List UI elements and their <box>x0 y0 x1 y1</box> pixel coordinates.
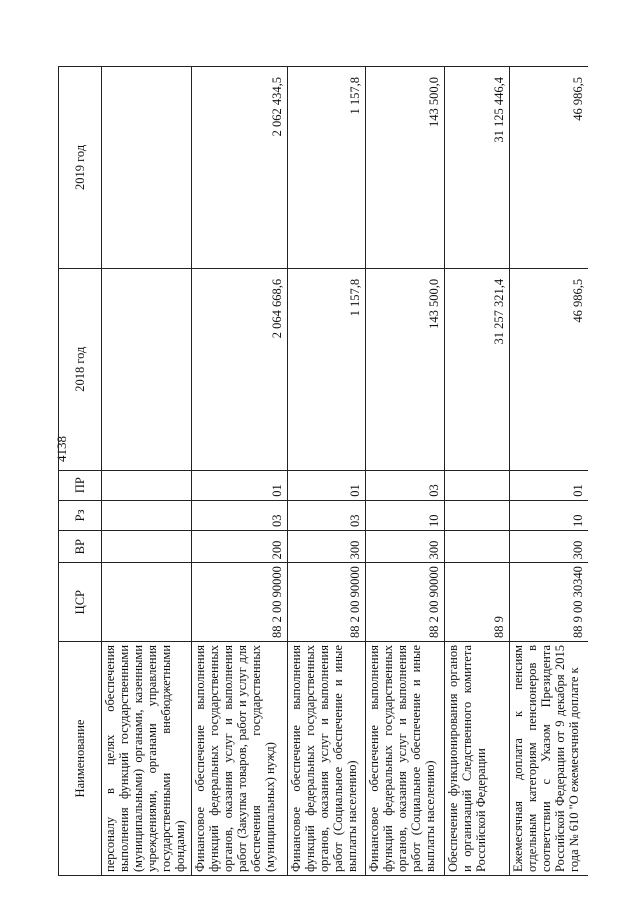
row-vr <box>445 531 509 563</box>
row-csr: 88 9 <box>445 563 509 642</box>
row-pr: 01 <box>509 470 588 500</box>
table-row <box>445 67 509 876</box>
row-2018 <box>102 268 192 470</box>
row-csr <box>102 563 192 642</box>
table-row <box>366 67 445 876</box>
row-2019: 31 125 446,4 <box>445 67 509 269</box>
row-rz: 10 <box>366 500 445 530</box>
row-csr: 88 2 00 90000 <box>192 563 287 642</box>
page-number: 4138 <box>54 436 69 462</box>
table-row <box>102 67 192 876</box>
row-2019: 143 500,0 <box>366 67 445 269</box>
row-pr: 01 <box>192 470 287 500</box>
header-name: Наименование <box>59 641 102 875</box>
row-vr: 300 <box>366 531 445 563</box>
table-row <box>287 67 366 876</box>
row-vr: 200 <box>192 531 287 563</box>
row-vr: 300 <box>287 531 366 563</box>
row-name: Обеспечение функционирования органов и организаций Следственного комитета Российской Федерации <box>445 641 509 875</box>
row-2019 <box>102 67 192 269</box>
header-vr: ВР <box>59 531 102 563</box>
row-csr: 88 2 00 90000 <box>287 563 366 642</box>
row-name: персоналу в целях обеспечения выполнения функций государственными (муниципальными) органами, казенными учреждениями, органами управления государственными внебюджетными фондами) <box>102 641 192 875</box>
row-pr <box>102 470 192 500</box>
header-rz: Рз <box>59 500 102 530</box>
header-2019: 2019 год <box>59 67 102 269</box>
header-pr: ПР <box>59 470 102 500</box>
row-name: Финансовое обеспечение выполнения функций федеральных государственных органов, оказания услуг и выполнения работ (Социальное обеспечение и иные выплаты населению) <box>287 641 366 875</box>
row-name: Финансовое обеспечение выполнения функций федеральных государственных органов, оказания услуг и выполнения работ (Закупка товаров, работ и услуг для обеспечения государственных (муниципальных) нужд) <box>192 641 287 875</box>
header-2018: 2018 год <box>59 268 102 470</box>
table-row <box>192 67 287 876</box>
row-2019: 2 062 434,5 <box>192 67 287 269</box>
row-pr: 03 <box>366 470 445 500</box>
row-pr <box>445 470 509 500</box>
row-vr <box>102 531 192 563</box>
row-2019: 1 157,8 <box>287 67 366 269</box>
table-header-row <box>59 67 102 876</box>
row-name: Ежемесячная доплата к пенсиям отдельным категориям пенсионеров в соответствии с Указом Президента Российской Федерации от 9 декабря 2015 года № 610 "О ежемесячной доплате к <box>509 641 588 875</box>
row-rz: 03 <box>287 500 366 530</box>
rotated-page <box>58 66 588 876</box>
row-pr: 01 <box>287 470 366 500</box>
row-2019: 46 986,5 <box>509 67 588 269</box>
row-rz <box>445 500 509 530</box>
row-2018: 1 157,8 <box>287 268 366 470</box>
budget-table <box>58 66 588 876</box>
row-rz <box>102 500 192 530</box>
row-csr: 88 2 00 90000 <box>366 563 445 642</box>
row-rz: 10 <box>509 500 588 530</box>
table-row <box>509 67 588 876</box>
row-name: Финансовое обеспечение выполнения функций федеральных государственных органов, оказания услуг и выполнения работ (Социальное обеспечение и иные выплаты населению) <box>366 641 445 875</box>
row-2018: 46 986,5 <box>509 268 588 470</box>
row-vr: 300 <box>509 531 588 563</box>
row-csr: 88 9 00 30340 <box>509 563 588 642</box>
row-2018: 143 500,0 <box>366 268 445 470</box>
row-2018: 31 257 321,4 <box>445 268 509 470</box>
header-csr: ЦСР <box>59 563 102 642</box>
row-rz: 03 <box>192 500 287 530</box>
row-2018: 2 064 668,6 <box>192 268 287 470</box>
